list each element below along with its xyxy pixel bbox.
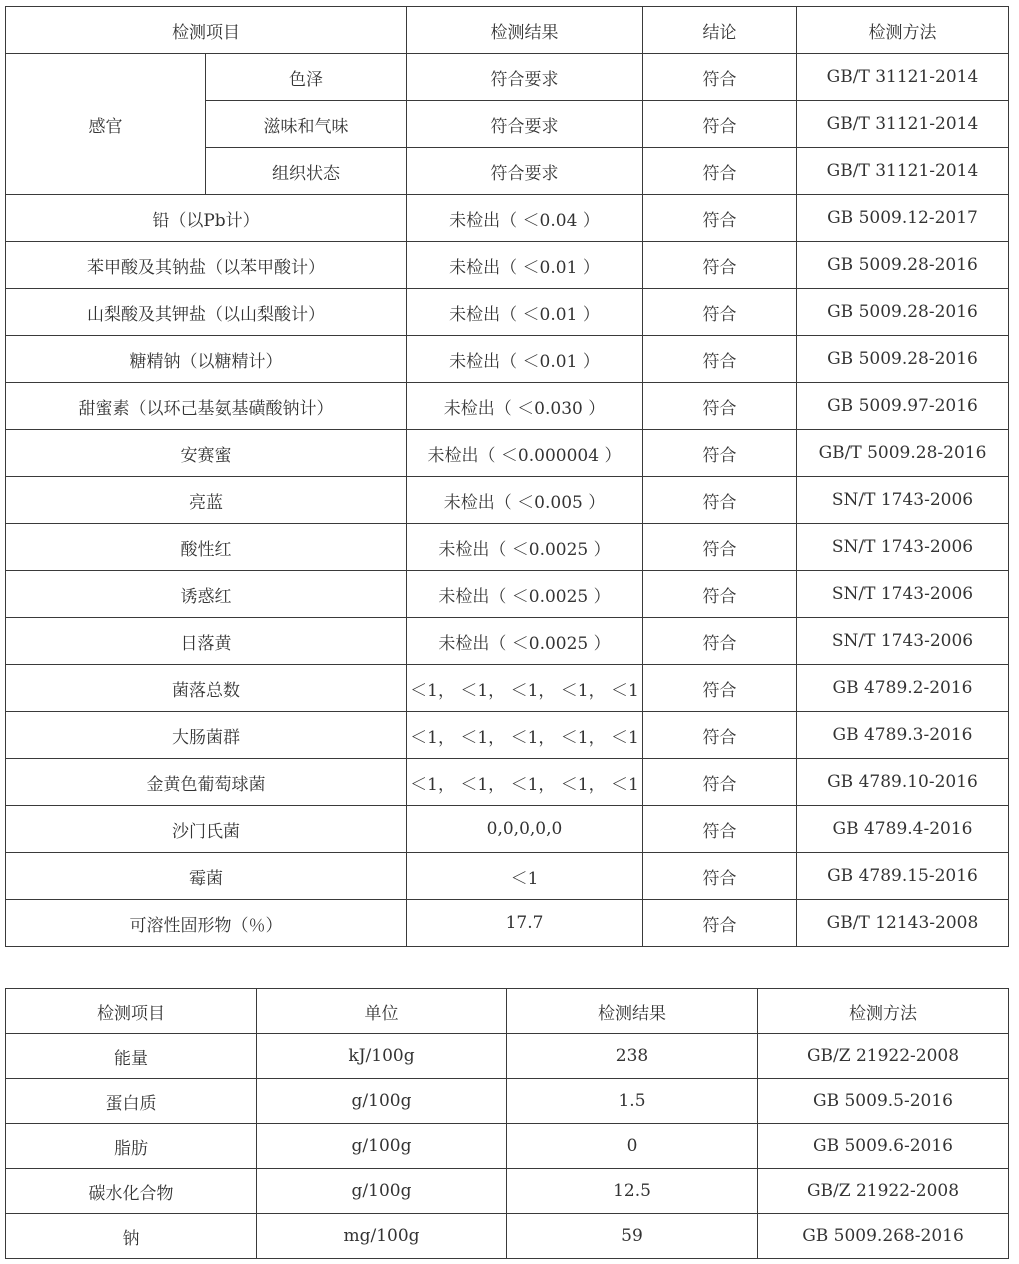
result-cell: ＜1， ＜1， ＜1， ＜1， ＜1 [407, 759, 643, 806]
conclusion-cell: 符合 [643, 148, 797, 195]
method-cell: GB 5009.28-2016 [797, 336, 1009, 383]
nutrition-body [6, 989, 1009, 1259]
method-cell: GB 4789.4-2016 [797, 806, 1009, 853]
method-cell: GB 4789.15-2016 [797, 853, 1009, 900]
table-row [6, 1034, 1009, 1079]
item-cell: 霉菌 [6, 853, 407, 900]
unit-cell: g/100g [257, 1169, 507, 1214]
method-cell: GB/T 31121-2014 [797, 148, 1009, 195]
table-row [6, 477, 1009, 524]
method-cell: SN/T 1743-2006 [797, 571, 1009, 618]
method-cell: GB 5009.28-2016 [797, 289, 1009, 336]
method-cell: SN/T 1743-2006 [797, 524, 1009, 571]
method-cell: GB 5009.97-2016 [797, 383, 1009, 430]
item-cell: 安赛蜜 [6, 430, 407, 477]
table-row [6, 1169, 1009, 1214]
table-row [6, 1214, 1009, 1259]
conclusion-cell: 符合 [643, 571, 797, 618]
method-cell: GB 5009.268-2016 [758, 1214, 1009, 1259]
method-cell: GB 5009.12-2017 [797, 195, 1009, 242]
table-row [6, 1079, 1009, 1124]
table-row [6, 336, 1009, 383]
table-row [6, 571, 1009, 618]
conclusion-cell: 符合 [643, 853, 797, 900]
conclusion-cell: 符合 [643, 195, 797, 242]
item-cell: 苯甲酸及其钠盐（以苯甲酸计） [6, 242, 407, 289]
method-cell: GB/Z 21922-2008 [758, 1169, 1009, 1214]
item-cell: 沙门氏菌 [6, 806, 407, 853]
table-row [6, 759, 1009, 806]
unit-cell: g/100g [257, 1079, 507, 1124]
conclusion-cell: 符合 [643, 430, 797, 477]
table-row [6, 665, 1009, 712]
method-cell: GB/T 31121-2014 [797, 101, 1009, 148]
item-cell: 铅（以Pb计） [6, 195, 407, 242]
method-cell: GB 4789.10-2016 [797, 759, 1009, 806]
item-cell: 糖精钠（以糖精计） [6, 336, 407, 383]
table-row [6, 853, 1009, 900]
result-cell: 17.7 [407, 900, 643, 947]
inspection-results-body [6, 7, 1009, 947]
method-cell: SN/T 1743-2006 [797, 477, 1009, 524]
result-cell: ＜1， ＜1， ＜1， ＜1， ＜1 [407, 712, 643, 759]
table-row [6, 195, 1009, 242]
method-cell: GB 4789.3-2016 [797, 712, 1009, 759]
result-cell: 0 [507, 1124, 758, 1169]
header-result: 检测结果 [507, 989, 758, 1034]
table-row [6, 712, 1009, 759]
header-row [6, 989, 1009, 1034]
conclusion-cell: 符合 [643, 665, 797, 712]
method-cell: GB/T 5009.28-2016 [797, 430, 1009, 477]
header-row [6, 7, 1009, 54]
item-cell: 可溶性固形物（％） [6, 900, 407, 947]
table-row [6, 806, 1009, 853]
method-cell: GB/Z 21922-2008 [758, 1034, 1009, 1079]
table-row [6, 383, 1009, 430]
table-row [6, 524, 1009, 571]
item-cell: 大肠菌群 [6, 712, 407, 759]
conclusion-cell: 符合 [643, 618, 797, 665]
item-cell: 山梨酸及其钾盐（以山梨酸计） [6, 289, 407, 336]
result-cell: 未检出（ ＜0.04 ） [407, 195, 643, 242]
result-cell: 符合要求 [407, 148, 643, 195]
nutrition-table [5, 988, 1009, 1259]
method-cell: GB 5009.5-2016 [758, 1079, 1009, 1124]
method-cell: GB/T 12143-2008 [797, 900, 1009, 947]
header-item: 检测项目 [6, 7, 407, 54]
result-cell: 未检出（ ＜0.01 ） [407, 242, 643, 289]
conclusion-cell: 符合 [643, 712, 797, 759]
conclusion-cell: 符合 [643, 101, 797, 148]
item-cell: 日落黄 [6, 618, 407, 665]
conclusion-cell: 符合 [643, 759, 797, 806]
result-cell: 未检出（ ＜0.005 ） [407, 477, 643, 524]
result-cell: 符合要求 [407, 101, 643, 148]
result-cell: 符合要求 [407, 54, 643, 101]
item-cell: 蛋白质 [6, 1079, 257, 1124]
sensory-group-cell: 感官 [6, 54, 206, 195]
table-row [6, 1124, 1009, 1169]
table-row [6, 900, 1009, 947]
conclusion-cell: 符合 [643, 477, 797, 524]
result-cell: 0,0,0,0,0 [407, 806, 643, 853]
item-cell: 诱惑红 [6, 571, 407, 618]
item-cell: 菌落总数 [6, 665, 407, 712]
item-cell: 亮蓝 [6, 477, 407, 524]
conclusion-cell: 符合 [643, 900, 797, 947]
item-cell: 色泽 [206, 54, 407, 101]
header-result: 检测结果 [407, 7, 643, 54]
table-row [6, 430, 1009, 477]
result-cell: ＜1 [407, 853, 643, 900]
result-cell: 未检出（ ＜0.030 ） [407, 383, 643, 430]
result-cell: 未检出（ ＜0.0025 ） [407, 571, 643, 618]
item-cell: 酸性红 [6, 524, 407, 571]
header-method: 检测方法 [758, 989, 1009, 1034]
method-cell: GB 4789.2-2016 [797, 665, 1009, 712]
method-cell: GB/T 31121-2014 [797, 54, 1009, 101]
result-cell: 59 [507, 1214, 758, 1259]
result-cell: 未检出（ ＜0.01 ） [407, 289, 643, 336]
unit-cell: g/100g [257, 1124, 507, 1169]
result-cell: 未检出（ ＜0.000004 ） [407, 430, 643, 477]
table-row [6, 618, 1009, 665]
result-cell: 未检出（ ＜0.0025 ） [407, 524, 643, 571]
header-method: 检测方法 [797, 7, 1009, 54]
result-cell: 未检出（ ＜0.0025 ） [407, 618, 643, 665]
result-cell: ＜1， ＜1， ＜1， ＜1， ＜1 [407, 665, 643, 712]
result-cell: 未检出（ ＜0.01 ） [407, 336, 643, 383]
header-unit: 单位 [257, 989, 507, 1034]
unit-cell: kJ/100g [257, 1034, 507, 1079]
unit-cell: mg/100g [257, 1214, 507, 1259]
conclusion-cell: 符合 [643, 336, 797, 383]
result-cell: 1.5 [507, 1079, 758, 1124]
conclusion-cell: 符合 [643, 383, 797, 430]
header-conclusion: 结论 [643, 7, 797, 54]
table-row [6, 54, 1009, 101]
result-cell: 12.5 [507, 1169, 758, 1214]
conclusion-cell: 符合 [643, 242, 797, 289]
item-cell: 脂肪 [6, 1124, 257, 1169]
item-cell: 金黄色葡萄球菌 [6, 759, 407, 806]
item-cell: 甜蜜素（以环己基氨基磺酸钠计） [6, 383, 407, 430]
item-cell: 能量 [6, 1034, 257, 1079]
method-cell: SN/T 1743-2006 [797, 618, 1009, 665]
result-cell: 238 [507, 1034, 758, 1079]
item-cell: 碳水化合物 [6, 1169, 257, 1214]
inspection-results-table [5, 6, 1009, 947]
item-cell: 组织状态 [206, 148, 407, 195]
item-cell: 钠 [6, 1214, 257, 1259]
table-row [6, 242, 1009, 289]
conclusion-cell: 符合 [643, 524, 797, 571]
conclusion-cell: 符合 [643, 289, 797, 336]
header-item: 检测项目 [6, 989, 257, 1034]
table-row [6, 289, 1009, 336]
method-cell: GB 5009.6-2016 [758, 1124, 1009, 1169]
conclusion-cell: 符合 [643, 54, 797, 101]
conclusion-cell: 符合 [643, 806, 797, 853]
method-cell: GB 5009.28-2016 [797, 242, 1009, 289]
item-cell: 滋味和气味 [206, 101, 407, 148]
